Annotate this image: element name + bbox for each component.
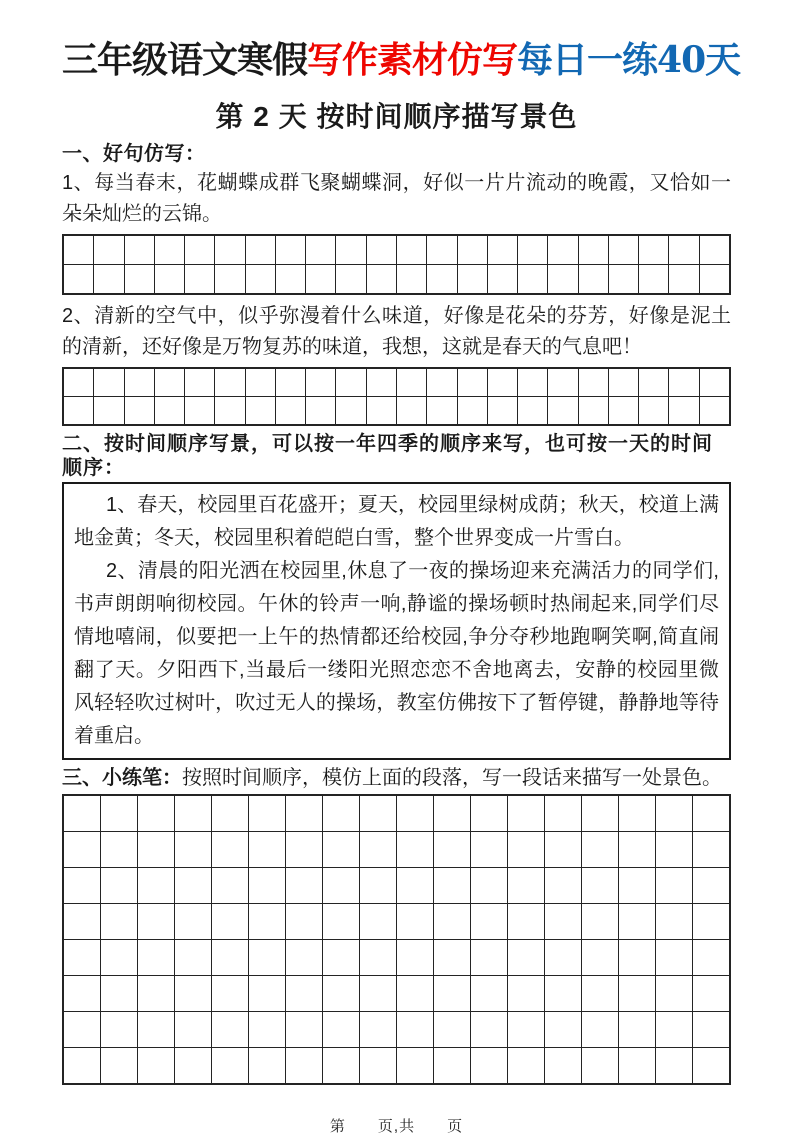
writing-cell <box>246 369 275 396</box>
writing-cell <box>656 1012 692 1047</box>
writing-cell <box>471 832 507 867</box>
writing-cell <box>397 236 426 264</box>
writing-cell <box>215 236 244 264</box>
writing-cell <box>138 904 174 939</box>
writing-cell <box>656 940 692 975</box>
writing-cell <box>249 940 285 975</box>
writing-cell <box>101 904 137 939</box>
writing-cell <box>212 1048 248 1083</box>
writing-cell <box>518 265 547 293</box>
writing-cell <box>94 397 123 424</box>
writing-cell <box>656 868 692 903</box>
page-footer: 第 页,共 页 <box>329 1118 464 1135</box>
writing-cell <box>579 236 608 264</box>
writing-cell <box>582 868 618 903</box>
writing-cell <box>545 976 581 1011</box>
writing-cell <box>508 904 544 939</box>
writing-cell <box>582 1012 618 1047</box>
writing-cell <box>246 397 275 424</box>
writing-cell <box>101 868 137 903</box>
writing-cell <box>693 976 729 1011</box>
writing-cell <box>212 1012 248 1047</box>
writing-cell <box>693 940 729 975</box>
writing-cell <box>488 236 517 264</box>
writing-cell <box>286 940 322 975</box>
writing-cell <box>94 369 123 396</box>
writing-cell <box>367 369 396 396</box>
writing-cell <box>508 1048 544 1083</box>
writing-cell <box>249 1012 285 1047</box>
writing-cell <box>545 904 581 939</box>
writing-cell <box>582 976 618 1011</box>
writing-cell <box>323 832 359 867</box>
writing-cell <box>582 796 618 831</box>
writing-cell <box>175 1012 211 1047</box>
writing-cell <box>488 265 517 293</box>
writing-cell <box>286 832 322 867</box>
writing-cell <box>175 796 211 831</box>
example-sentence-1: 1、每当春末，花蝴蝶成群飞聚蝴蝶洞，好似一片片流动的晚霞，又恰如一朵朵灿烂的云锦。 <box>62 172 731 225</box>
writing-cell <box>609 236 638 264</box>
writing-cell <box>125 397 154 424</box>
writing-cell <box>545 1012 581 1047</box>
writing-cell <box>306 265 335 293</box>
writing-cell <box>125 369 154 396</box>
section3-heading <box>62 766 731 790</box>
writing-cell <box>323 1012 359 1047</box>
writing-cell <box>286 868 322 903</box>
writing-cell <box>656 832 692 867</box>
writing-cell <box>471 868 507 903</box>
writing-cell <box>427 397 456 424</box>
writing-cell <box>64 1012 100 1047</box>
writing-cell <box>155 369 184 396</box>
writing-cell <box>693 1048 729 1083</box>
writing-cell <box>360 904 396 939</box>
writing-cell <box>212 940 248 975</box>
writing-cell <box>397 904 433 939</box>
writing-cell <box>212 832 248 867</box>
writing-grid-2 <box>62 367 731 426</box>
writing-cell <box>175 868 211 903</box>
writing-cell <box>64 1048 100 1083</box>
writing-cell <box>434 832 470 867</box>
writing-cell <box>249 976 285 1011</box>
writing-cell <box>656 1048 692 1083</box>
writing-cell <box>138 796 174 831</box>
writing-cell <box>619 832 655 867</box>
writing-cell <box>639 265 668 293</box>
writing-cell <box>101 796 137 831</box>
writing-cell <box>155 236 184 264</box>
writing-cell <box>94 265 123 293</box>
writing-cell <box>434 904 470 939</box>
writing-cell <box>64 796 100 831</box>
writing-cell <box>508 868 544 903</box>
writing-cell <box>669 369 698 396</box>
writing-cell <box>286 904 322 939</box>
writing-cell <box>639 369 668 396</box>
writing-cell <box>155 265 184 293</box>
writing-cell <box>367 265 396 293</box>
writing-cell <box>508 1012 544 1047</box>
writing-cell <box>579 397 608 424</box>
writing-cell <box>101 976 137 1011</box>
writing-cell <box>545 1048 581 1083</box>
writing-grid-3 <box>62 794 731 1085</box>
writing-cell <box>246 265 275 293</box>
writing-cell <box>175 1048 211 1083</box>
writing-cell <box>397 1012 433 1047</box>
writing-cell <box>64 265 93 293</box>
writing-cell <box>360 796 396 831</box>
writing-cell <box>434 1012 470 1047</box>
writing-cell <box>360 1012 396 1047</box>
section1-heading: 一、好句仿写： <box>62 143 206 165</box>
writing-cell <box>249 904 285 939</box>
writing-cell <box>458 236 487 264</box>
writing-cell <box>434 1048 470 1083</box>
writing-cell <box>619 976 655 1011</box>
writing-cell <box>639 236 668 264</box>
writing-cell <box>548 397 577 424</box>
writing-cell <box>185 369 214 396</box>
writing-cell <box>64 397 93 424</box>
writing-cell <box>249 832 285 867</box>
writing-cell <box>508 832 544 867</box>
writing-cell <box>545 868 581 903</box>
writing-cell <box>323 976 359 1011</box>
writing-cell <box>64 976 100 1011</box>
writing-cell <box>249 1048 285 1083</box>
writing-cell <box>579 369 608 396</box>
writing-cell <box>518 397 547 424</box>
writing-cell <box>700 397 729 424</box>
writing-cell <box>367 236 396 264</box>
writing-cell <box>397 369 426 396</box>
writing-cell <box>215 265 244 293</box>
writing-cell <box>212 796 248 831</box>
writing-cell <box>619 796 655 831</box>
writing-cell <box>336 236 365 264</box>
writing-cell <box>508 940 544 975</box>
writing-cell <box>323 940 359 975</box>
writing-cell <box>693 1012 729 1047</box>
section3-heading-instruction: 按照时间顺序，模仿上面的段落，写一段话来描写一处景色。 <box>182 767 722 789</box>
writing-cell <box>306 397 335 424</box>
writing-cell <box>397 976 433 1011</box>
writing-cell <box>669 236 698 264</box>
writing-cell <box>545 940 581 975</box>
writing-cell <box>471 1012 507 1047</box>
writing-cell <box>471 1048 507 1083</box>
writing-cell <box>215 397 244 424</box>
writing-cell <box>286 1048 322 1083</box>
writing-cell <box>397 868 433 903</box>
writing-cell <box>619 1012 655 1047</box>
writing-cell <box>669 397 698 424</box>
writing-cell <box>545 796 581 831</box>
writing-cell <box>64 236 93 264</box>
writing-cell <box>619 904 655 939</box>
writing-cell <box>548 265 577 293</box>
writing-cell <box>434 976 470 1011</box>
writing-cell <box>518 236 547 264</box>
writing-cell <box>138 1012 174 1047</box>
writing-cell <box>175 976 211 1011</box>
example-paragraph-1: 1、春天，校园里百花盛开；夏天，校园里绿树成荫；秋天，校道上满地金黄；冬天，校园里积着皑皑白雪，整个世界变成一片雪白。 <box>74 494 719 549</box>
writing-cell <box>609 265 638 293</box>
writing-cell <box>656 976 692 1011</box>
writing-cell <box>101 832 137 867</box>
writing-cell <box>323 796 359 831</box>
writing-cell <box>360 832 396 867</box>
writing-cell <box>64 868 100 903</box>
writing-cell <box>693 796 729 831</box>
writing-cell <box>185 265 214 293</box>
writing-cell <box>471 976 507 1011</box>
example-paragraph-box <box>62 482 731 760</box>
writing-cell <box>693 904 729 939</box>
writing-cell <box>548 236 577 264</box>
writing-cell <box>286 976 322 1011</box>
writing-cell <box>323 868 359 903</box>
writing-cell <box>579 265 608 293</box>
writing-cell <box>427 265 456 293</box>
writing-cell <box>185 236 214 264</box>
writing-cell <box>360 940 396 975</box>
writing-cell <box>609 397 638 424</box>
writing-cell <box>138 1048 174 1083</box>
writing-cell <box>471 904 507 939</box>
writing-cell <box>101 940 137 975</box>
writing-cell <box>488 397 517 424</box>
section3-heading-label: 三、小练笔： <box>62 767 182 789</box>
writing-cell <box>609 369 638 396</box>
writing-cell <box>458 369 487 396</box>
writing-cell <box>397 940 433 975</box>
example-paragraph-2: 2、清晨的阳光洒在校园里,休息了一夜的操场迎来充满活力的同学们,书声朗朗响彻校园。午休的铃声一响,静谧的操场顿时热闹起来,同学们尽情地嘻闹，似要把一上午的热情都还给校园,争分夺秒地跑啊笑啊,简直闹翻了天。夕阳西下,当最后一缕阳光照恋恋不舍地离去，安静的校园里微风轻轻吹过树叶，吹过无人的操场，教室仿佛按下了暂停键，静静地等待着重启。 <box>74 560 719 747</box>
writing-cell <box>656 796 692 831</box>
writing-cell <box>548 369 577 396</box>
writing-cell <box>397 1048 433 1083</box>
example-sentence-2: 2、清新的空气中，似乎弥漫着什么味道，好像是花朵的芬芳，好像是泥土的清新，还好像是万物复苏的味道，我想，这就是春天的气息吧！ <box>62 305 731 358</box>
writing-cell <box>276 265 305 293</box>
writing-cell <box>458 265 487 293</box>
writing-cell <box>488 369 517 396</box>
writing-cell <box>212 904 248 939</box>
writing-cell <box>360 868 396 903</box>
writing-cell <box>508 796 544 831</box>
writing-cell <box>427 236 456 264</box>
writing-cell <box>360 1048 396 1083</box>
writing-cell <box>669 265 698 293</box>
title-part-blue: 每日一练40天 <box>517 39 741 81</box>
writing-cell <box>508 976 544 1011</box>
writing-cell <box>619 868 655 903</box>
writing-cell <box>175 904 211 939</box>
writing-cell <box>249 868 285 903</box>
writing-cell <box>94 236 123 264</box>
writing-cell <box>434 868 470 903</box>
writing-cell <box>138 832 174 867</box>
writing-cell <box>336 369 365 396</box>
writing-cell <box>276 369 305 396</box>
writing-cell <box>336 265 365 293</box>
writing-cell <box>471 940 507 975</box>
writing-cell <box>138 940 174 975</box>
writing-cell <box>582 832 618 867</box>
writing-cell <box>545 832 581 867</box>
writing-cell <box>64 832 100 867</box>
writing-cell <box>185 397 214 424</box>
writing-cell <box>64 369 93 396</box>
writing-cell <box>249 796 285 831</box>
writing-cell <box>656 904 692 939</box>
writing-cell <box>619 940 655 975</box>
writing-cell <box>286 796 322 831</box>
writing-cell <box>700 265 729 293</box>
writing-cell <box>619 1048 655 1083</box>
writing-cell <box>215 369 244 396</box>
writing-cell <box>360 976 396 1011</box>
writing-cell <box>276 397 305 424</box>
writing-cell <box>397 832 433 867</box>
writing-cell <box>101 1012 137 1047</box>
writing-cell <box>434 940 470 975</box>
writing-cell <box>336 397 365 424</box>
writing-cell <box>138 976 174 1011</box>
writing-cell <box>175 940 211 975</box>
writing-cell <box>323 904 359 939</box>
writing-cell <box>64 904 100 939</box>
writing-cell <box>582 904 618 939</box>
writing-cell <box>125 236 154 264</box>
writing-cell <box>700 236 729 264</box>
section2-heading: 二、按时间顺序写景，可以按一年四季的顺序来写，也可按一天的时间顺序： <box>62 433 713 479</box>
writing-cell <box>397 397 426 424</box>
worksheet-title <box>62 38 741 82</box>
writing-cell <box>276 236 305 264</box>
writing-cell <box>155 397 184 424</box>
day-title: 第 2 天 按时间顺序描写景色 <box>215 101 578 132</box>
writing-cell <box>434 796 470 831</box>
writing-cell <box>427 369 456 396</box>
writing-cell <box>367 397 396 424</box>
writing-cell <box>471 796 507 831</box>
writing-cell <box>397 796 433 831</box>
writing-cell <box>138 868 174 903</box>
writing-cell <box>582 1048 618 1083</box>
writing-cell <box>175 832 211 867</box>
title-part-red: 写作素材仿写 <box>307 39 518 81</box>
writing-cell <box>212 976 248 1011</box>
writing-cell <box>582 940 618 975</box>
title-part-black: 三年级语文寒假 <box>62 39 308 81</box>
writing-cell <box>639 397 668 424</box>
writing-cell <box>693 832 729 867</box>
writing-cell <box>458 397 487 424</box>
writing-cell <box>323 1048 359 1083</box>
writing-cell <box>693 868 729 903</box>
writing-cell <box>125 265 154 293</box>
writing-cell <box>306 369 335 396</box>
writing-cell <box>246 236 275 264</box>
writing-cell <box>64 940 100 975</box>
writing-cell <box>101 1048 137 1083</box>
writing-grid-1 <box>62 234 731 295</box>
writing-cell <box>518 369 547 396</box>
writing-cell <box>397 265 426 293</box>
writing-cell <box>306 236 335 264</box>
writing-cell <box>700 369 729 396</box>
writing-cell <box>286 1012 322 1047</box>
writing-cell <box>212 868 248 903</box>
